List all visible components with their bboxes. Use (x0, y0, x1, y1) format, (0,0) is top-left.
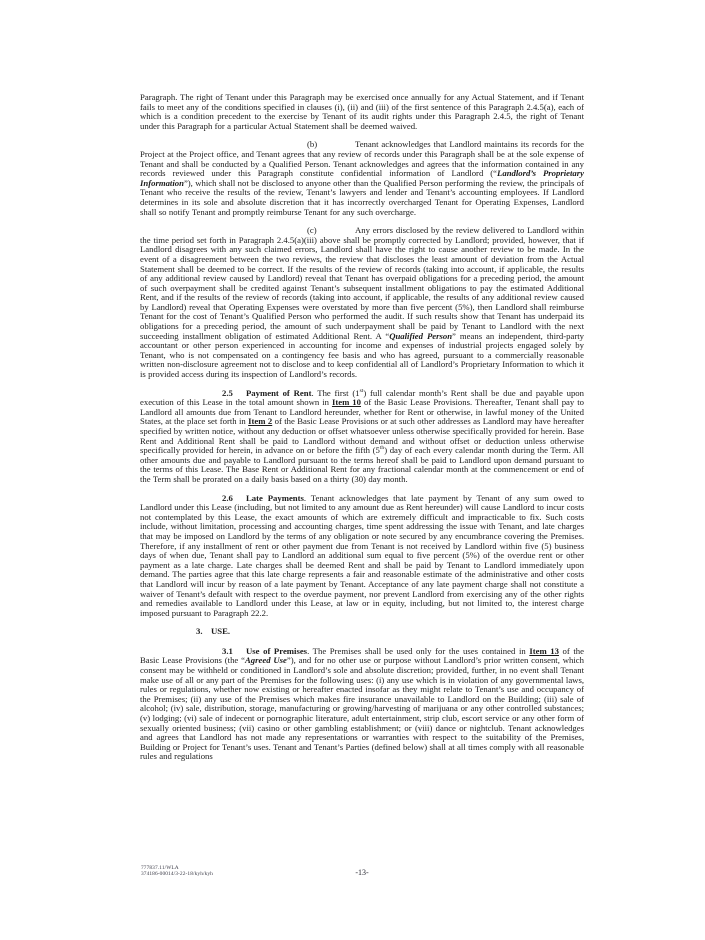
text-segment: Qualified Person (389, 330, 453, 341)
paragraph (140, 494, 584, 619)
doc-ref-line2: 374186-00014/3-22-18/kyh/kyh (141, 871, 213, 878)
paragraph-number: (b) (307, 139, 318, 150)
text-segment: ) day of each every calendar month during the Term. All other amounts due and payable to Landlord pursuant to the terms hereof shall be paid to Landlord upon demand pursuant to the terms of this Lease. The Base Rent or Additional Rent for any fractional calendar month at the commencement or end of the Term shall be prorated on a daily basis based on a thirty (30) day month. (140, 445, 584, 484)
text-segment: Agreed Use (244, 655, 287, 666)
text-segment: of the Basic Lease Provisions. Thereafter, Tenant shall pay to Landlord all amounts due from Tenant to Landlord hereunder, whether for Rent or otherwise, in lawful money of the United States, at the place set forth in (140, 397, 584, 427)
text-segment: Item 13 (529, 645, 559, 656)
paragraph-number: (c) (307, 225, 317, 236)
text-segment: ”), which shall not be disclosed to anyone other than the Qualified Person performing the review, the principals of Tenant who receive the results of the review, Tenant’s lawyers and lender and Tenant’s accounting employees. If Landlord determines in its sole and absolute discretion that it has incorrectly overcharged Tenant for Operating Expenses, Landlord shall so notify Tenant and promptly reimburse Tenant for any such overcharge. (140, 177, 584, 217)
doc-ref-line1: 777837.11/WLA (141, 865, 179, 871)
paragraph-number: 3. (196, 626, 203, 637)
text-segment: Late Payments (246, 492, 304, 503)
paragraph-number: 2.5 (222, 387, 233, 398)
paragraph (140, 647, 584, 762)
text-segment: Paragraph. The right of Tenant under this Paragraph may be exercised once annually for any Actual Statement, and if Tenant fails to meet any of the conditions specified in clauses (i), (ii) and (iii) of the first sentence of this Paragraph 2.4.5(a), each of which is a condition precedent to the exercise by Tenant of its audit rights under this Paragraph 2.4.5, the right of Tenant under this Paragraph for a particular Actual Statement shall be deemed waived. (140, 92, 584, 131)
text-segment: th (379, 445, 385, 452)
section-heading (140, 627, 584, 637)
paragraph (140, 389, 584, 485)
text-segment: Item 2 (248, 416, 273, 427)
text-segment: . The Premises shall be used only for the uses contained in (307, 645, 530, 656)
document-body (140, 93, 584, 771)
page-number: -13- (355, 868, 369, 877)
text-segment: ”), and for no other use or purpose without Landlord’s prior written consent, which consent may be withheld or conditioned in Landlord’s sole and absolute discretion; provided, further, in no event shall Tenant make use of all or any part of the Premises for the following uses: (i) any use which is in violation of any governmental laws, rules or regulations, whether now existing or hereafter enacted insofar as they might relate to Tenant’s use and occupancy of the Premises; (ii) any use of the Premises which makes fire insurance unavailable to Landlord on the Building; (iii) sale of alcohol; (iv) sale, distribution, storage, manufacturing or growing/harvesting of marijuana or any other controlled substances; (v) lodging; (vi) sale of indecent or pornographic literature, adult entertainment, strip club, escort service or any other form of sexually oriented business; (vii) casino or other gambling establishment; or (viii) dance or nightclub. Tenant acknowledges and agrees that Landlord has not made any representations or warranties with respect to the suitability of the Premises, Building or Project for Tenant’s uses. Tenant and Tenant’s Parties (defined below) shall at all times comply with all reasonable rules and regulations (140, 655, 584, 762)
text-segment: ) full calendar month’s Rent shall be due and payable upon execution of this Lease in the total amount shown in (140, 387, 584, 408)
paragraph (140, 226, 584, 380)
paragraph-number: 3.1 (222, 645, 233, 656)
text-segment: Any errors disclosed by the review delivered to Landlord within the time period set forth in Paragraph 2.4.5(a)(iii) above shall be promptly corrected by Landlord; provided, however, that if Landlord disagrees with any such claimed errors, Landlord shall have the right to cause another review to be made. In the event of a disagreement between the two reviews, the review that discloses the least amount of deviation from the Actual Statement shall be deemed to be correct. If the results of the review of records (taking into account, if applicable, the results of any additional review caused by Landlord) reveal that Tenant has overpaid obligations for a preceding period, the amount of such overpayment shall be credited against Tenant’s subsequent installment obligations to pay the estimated Additional Rent, and if the results of the review of records (taking into account, if applicable, the results of any additional review caused by Landlord) reveal that Operating Expenses were overstated by more than five percent (5%), then Landlord shall reimburse Tenant for the cost of Tenant’s Qualified Person who performed the audit. If such results show that Tenant has underpaid its obligations for a preceding period, the amount of such underpayment shall be paid by Tenant to Landlord with the next succeeding installment obligation of estimated Additional Rent. A “ (140, 225, 584, 341)
text-segment: Tenant acknowledges that Landlord maintains its records for the Project at the Project office, and Tenant agrees that any review of records under this Paragraph shall be at the sole expense of Tenant and shall be conducted by a Qualified Person. Tenant acknowledges and agrees that the information contained in any records reviewed under this Paragraph constitute confidential information of Landlord (“ (140, 139, 584, 179)
text-segment: Use of Premises (246, 645, 308, 656)
text-segment: USE. (211, 626, 231, 637)
text-segment: Item 10 (331, 397, 361, 408)
text-segment: st (359, 387, 364, 394)
paragraph (140, 93, 584, 131)
paragraph-number: 2.6 (222, 492, 233, 503)
text-segment: . The first (1 (311, 387, 360, 398)
text-segment: of the Basic Lease Provisions (the “ (140, 645, 585, 666)
text-segment: of the Basic Lease Provisions or at such other addresses as Landlord may have hereafter specified by written notice, without any deduction or offset whatsoever unless otherwise specifically provided for herein. Base Rent and Additional Rent shall be paid to Landlord without demand and without offset or deduction unless otherwise specifically provided for herein, in advance on or before the fifth (5 (140, 416, 585, 456)
text-segment: . Tenant acknowledges that late payment by Tenant of any sum owed to Landlord under this Lease (including, but not limited to any amount due as Rent hereunder) will cause Landlord to incur costs not contemplated by this Lease, the exact amounts of which are extremely difficult and impracticable to fix. Such costs include, without limitation, processing and accounting charges, time spent addressing the issue with Tenant, and late charges that may be imposed on Landlord by the terms of any obligation or note secured by any encumbrance covering the Premises. Therefore, if any installment of rent or other payment due from Tenant is not received by Landlord within five (5) business days of when due, Tenant shall pay to Landlord an additional sum equal to five percent (5%) of the overdue rent or other payment as a late charge. Late charges shall be deemed Rent and shall be paid by Tenant to Landlord immediately upon demand. The parties agree that this late charge represents a fair and reasonable estimate of the administrative and other costs that Landlord will incur by reason of a late payment by Tenant. Acceptance of any late payment charge shall not constitute a waiver of Tenant’s default with respect to the overdue payment, nor prevent Landlord from exercising any of the other rights and remedies available to Landlord under this Lease, at law or in equity, including, but not limited to, the interest charge imposed pursuant to Paragraph 22.2. (140, 492, 585, 618)
text-segment: Landlord’s Proprietary Information (140, 168, 584, 188)
text-segment: ” means an independent, third-party accountant or other person experienced in accounting for income and expenses of industrial projects engaged solely by Tenant, who is not compensated on a contingency fee basis and who has agreed, pursuant to a commercially reasonable written non-disclosure agreement not to disclose and to keep confidential all of Landlord’s Proprietary Information to which it is provided access during its inspection of Landlord’s records. (140, 330, 584, 380)
text-segment: Payment of Rent (246, 387, 312, 398)
paragraph (140, 140, 584, 217)
